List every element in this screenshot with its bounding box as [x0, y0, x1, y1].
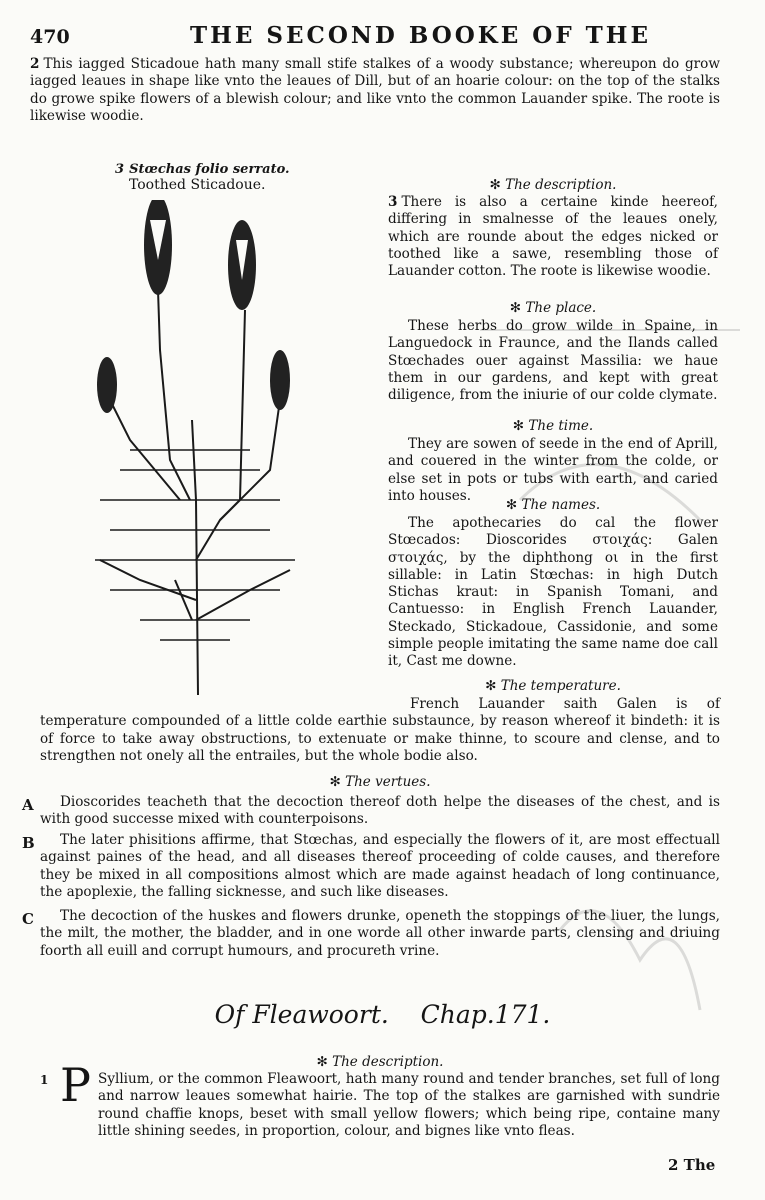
catchword: 2 The [668, 1156, 716, 1174]
place-heading: ✻ The place. [509, 300, 597, 316]
time-heading: ✻ The time. [512, 418, 594, 434]
page-header [30, 22, 720, 52]
vertue-text-a: Dioscorides teacheth that the decoction thereof doth helpe the diseases of the chest, and is with good successe mixed with counterpoisons. [40, 794, 720, 828]
dropcap-letter: P [60, 1058, 91, 1112]
time-text: They are sowen of seede in the end of Aprill, and couered in the winter from the colde, or else set in pots or tubs with earth, and caried into houses. [388, 436, 718, 504]
asterisk-icon: ✻ [316, 1054, 328, 1070]
figure-latin-caption: Stœchas folio serrato. [129, 162, 290, 177]
lavender-illustration [80, 200, 310, 700]
figure-number: 3 [115, 162, 125, 177]
next-description-text: Syllium, or the common Fleawoort, hath many round and tender branches, set full of long and narrow leaues somewhat hairie. The top of the stalkes are garnished with sundrie round chaffie knops, beset with small yellow flowers; which being ripe, containe many little shining seedes, in proportion, colour, and bignes like vnto fleas. [98, 1071, 720, 1139]
intro-paragraph [30, 56, 720, 125]
asterisk-icon: ✻ [512, 418, 525, 434]
description-text: There is also a certaine kinde heereof, differing in smalnesse of the leaues onely, which are rounde about the edges nicked or toothed like a sawe, resembling those of Lauander cotton. The roote is likewise woodie. [388, 194, 718, 280]
vertue-letter-b: B [22, 834, 35, 852]
vertue-text-b: The later phisitions affirme, that Stœchas, and especially the flowers of it, are most effectuall against paines of the head, and all diseases thereof proceeding of colde causes, and therefore they be mixed in all compositions almost which are made against headach of long continuance, the apoplexie, the falling sicknesse, and such like diseases. [40, 832, 720, 900]
vertue-paragraph-a [40, 794, 720, 829]
chapter-name: Of Fleawoort. [214, 1000, 389, 1029]
vertue-text-c: The decoction of the huskes and flowers drunke, openeth the stoppings of the liuer, the lungs, the milt, the mother, the bladder, and in one worde all other inwarde parts, clensing and driuing foorth all euill and corrupt humours, and procureth vrine. [40, 908, 720, 959]
vertue-paragraph-c [40, 908, 720, 960]
names-paragraph [388, 515, 718, 671]
intro-number: 2 [30, 56, 40, 72]
asterisk-icon: ✻ [505, 497, 518, 513]
vertue-letter-c: C [22, 910, 34, 928]
asterisk-icon: ✻ [485, 678, 497, 694]
next-description-number: 1 [40, 1073, 49, 1087]
chapter-title [0, 1000, 765, 1029]
figure-caption [115, 158, 335, 193]
names-heading: ✻ The names. [505, 497, 601, 513]
figure-english-caption: Toothed Sticadoue. [129, 177, 266, 193]
description-number: 3 [388, 194, 398, 210]
names-text: The apothecaries do cal the flower Stœcados: Dioscorides στοιχάς: Galen στοιχάς, by the diphthong οι in the first sillable: in Latin Stœchas: in high Dutch Stichas kraut: in Spanish Tomani, and Cantuesso: in English French Lauander, Steckado, Stickadoue, Cassidonie, and some simple people imitating the same name doe call it, Cast me downe. [388, 515, 718, 670]
next-description-paragraph [98, 1071, 720, 1140]
description-heading: ✻ The description. [489, 177, 617, 193]
place-paragraph [388, 318, 718, 404]
vertues-heading: ✻ The vertues. [329, 774, 431, 790]
temperature-text: French Lauander saith Galen is of temperature compounded of a little colde earthie substaunce, by reason whereof it bindeth: it is of force to take away obstructions, to extenuate or make thinne, to scoure and clense, and to strengthen not onely all the entrailes, but the whole bodie also. [40, 696, 720, 764]
asterisk-icon: ✻ [509, 300, 522, 316]
page-number: 470 [30, 26, 70, 48]
vertue-letter-a: A [22, 796, 34, 814]
vertue-paragraph-b [40, 832, 720, 901]
description-paragraph [388, 194, 718, 280]
intro-text: This iagged Sticadoue hath many small stife stalkes of a woody substance; whereupon do grow iagged leaues in shape like vnto the leaues of Dill, but of an hoarie colour: on the top of the stalks do growe spike flowers of a blewish colour; and like vnto the common Lauander spike. The roote is likewise woodie. [30, 56, 720, 124]
asterisk-icon: ✻ [489, 177, 501, 193]
chapter-number: Chap.171. [420, 1000, 551, 1029]
time-paragraph [388, 436, 718, 505]
temperature-heading: ✻ The temperature. [485, 678, 621, 694]
asterisk-icon: ✻ [329, 774, 341, 790]
temperature-paragraph [40, 696, 720, 765]
next-description-heading: ✻ The description. [316, 1054, 444, 1070]
place-text: These herbs do grow wilde in Spaine, in Languedock in Fraunce, and the Ilands called Stœchades ouer against Massilia: we haue them in our gardens, and kept with great diligence, from the iniurie of our colde clymate. [388, 318, 718, 404]
running-head: THE SECOND BOOKE OF THE [190, 22, 652, 49]
